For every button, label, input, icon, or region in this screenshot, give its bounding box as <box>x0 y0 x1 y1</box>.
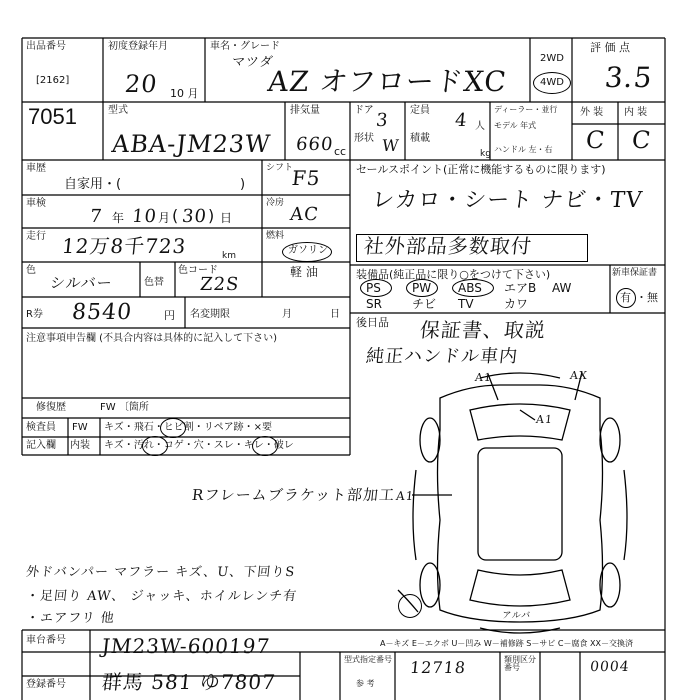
displacement-unit: cc <box>334 145 347 158</box>
door-count: 3 <box>374 110 390 131</box>
note-line1: 外ドバンパー マフラー キズ、U、下回りS <box>25 565 296 580</box>
color-label: 色 <box>26 265 36 276</box>
interior-label: 内 装 <box>624 107 648 118</box>
fuel-gasoline: ガソリン <box>288 245 328 256</box>
history-close: ) <box>240 177 246 192</box>
history-value: 自家用・( <box>64 177 122 192</box>
capacity-unit: 人 <box>475 121 485 132</box>
note-line3: ・エアフリ 他 <box>25 611 116 626</box>
chassis-label: 車台番号 <box>26 635 66 646</box>
color: シルバー <box>49 274 114 292</box>
diagram-ax-top: AX <box>569 369 589 382</box>
ac-label: 冷房 <box>266 198 285 208</box>
equipment-item: チビ <box>412 297 437 311</box>
door-label: ドア <box>354 105 374 116</box>
first-registration-label: 初度登録年月 <box>108 41 168 52</box>
load-label: 積載 <box>410 133 430 144</box>
diagram-a1-side: A1 <box>395 489 416 503</box>
shape: W <box>381 136 401 155</box>
mileage: 12万8千723 <box>60 234 188 258</box>
first-registration-month: 10 月 <box>170 87 199 100</box>
handle-label: ハンドル 左・右 <box>494 145 553 154</box>
inspection-label: 車検 <box>26 198 46 209</box>
class-label: 類別区分番号 <box>504 655 536 672</box>
color-code-label: 色コード <box>178 265 218 276</box>
exterior-grade: C <box>584 126 607 154</box>
lot-sub-number: [2162] <box>36 75 70 86</box>
inspection-year: 7 <box>88 206 104 227</box>
diagram-a1-top: A1 <box>474 371 493 384</box>
model-type-label: 型式 <box>108 105 128 116</box>
model-code: ABA-JM23W <box>110 130 273 158</box>
car-name-label: 車名・グレード <box>210 41 280 52</box>
sales-point-line2: 社外部品多数取付 <box>362 234 534 258</box>
fuel-diesel: 軽 油 <box>290 265 318 279</box>
inspection-day-unit: 日 <box>220 211 233 225</box>
mileage-label: 走行 <box>26 231 46 242</box>
car-name: AZ オフロードXC <box>266 65 509 98</box>
name-change-day: 日 <box>330 309 340 320</box>
chassis-number: JM23W-600197 <box>100 634 272 658</box>
damage-legend: A－キズ E－エクボ U－凹み W－補修跡 S－サビ C－腐食 XX－交換済 <box>380 639 634 648</box>
color-change-label: 色替 <box>144 277 164 288</box>
displacement-label: 排気量 <box>290 105 320 116</box>
legend-row2-text: キズ・汚れ・コゲ・穴・スレ・キレ・破レ <box>104 440 294 451</box>
inspection-day-open: ( <box>172 206 179 225</box>
record-label: 記入欄 <box>26 440 56 451</box>
drive-4wd: 4WD <box>540 77 564 88</box>
plate-number: 群馬 581 ゆ7807 <box>100 670 278 694</box>
note-frame: Rフレームブラケット部加工 <box>191 486 396 504</box>
shape-label: 形状 <box>354 133 374 144</box>
model-year-label: モデル 年式 <box>494 121 537 130</box>
note-line2: ・足回り AW、 ジャッキ、ホイルレンチ有 <box>25 589 298 604</box>
equipment-item: PW <box>412 281 432 295</box>
equipment-item: SR <box>366 297 382 311</box>
inspection-month-unit: 月 <box>158 211 171 225</box>
fuel-label: 燃料 <box>266 231 285 241</box>
type-cert-number: 12718 <box>409 658 467 677</box>
type-cert-ref: 参 考 <box>356 679 375 688</box>
recycle-fee: 8540 <box>70 300 134 325</box>
capacity: 4 <box>453 110 469 131</box>
first-registration-year: 20 <box>123 70 160 98</box>
repair-history-label: 修復歴 <box>36 402 66 413</box>
legend-row2-head: 内装 <box>70 440 90 451</box>
car-maker: マツダ <box>231 55 275 70</box>
sales-point-line1: レカロ・シート ナビ・TV <box>370 188 644 213</box>
shift: F5 <box>290 166 322 190</box>
shift-label: シフト <box>266 163 294 173</box>
score-label: 評 価 点 <box>590 41 630 54</box>
color-code: Z2S <box>198 274 241 295</box>
equipment-item: ABS <box>458 281 482 295</box>
ac: AC <box>288 204 320 225</box>
mileage-unit: km <box>222 251 236 261</box>
drive-2wd: 2WD <box>540 53 564 64</box>
equipment-item: PS <box>366 281 381 295</box>
type-cert-label: 型式指定番号 <box>344 655 392 664</box>
after-items-line1: 保証書、取説 <box>418 318 548 342</box>
inspection-year-unit: 年 <box>112 211 125 225</box>
diagram-mark-circle <box>398 594 422 618</box>
capacity-label: 定員 <box>410 105 430 116</box>
displacement: 660 <box>294 134 335 155</box>
yen-unit: 円 <box>164 309 175 322</box>
name-change-label: 名変期限 <box>190 309 230 320</box>
dealer-label: ディーラー・並行 <box>494 105 558 114</box>
inspection-day: 30 <box>180 206 209 227</box>
equipment-item: エアB <box>504 281 537 295</box>
after-items-line2: 純正ハンドル車内 <box>364 346 520 367</box>
name-change-month: 月 <box>282 309 292 320</box>
sales-point-label: セールスポイント(正常に機能するものに限ります) <box>356 163 606 176</box>
diagram-bottom-tag: アルバ <box>501 611 532 621</box>
notes-label: 注意事項申告欄 (不具合内容は具体的に記入して下さい) <box>26 333 277 344</box>
warranty-yes: 有 <box>620 291 631 304</box>
legend-row1-head: FW <box>72 422 88 433</box>
inspection-day-close: ) <box>208 206 215 225</box>
equipment-label: 装備品(純正品に限り○をつけて下さい) <box>356 268 551 281</box>
inspection-month: 10 <box>130 206 159 227</box>
history-label: 車歴 <box>26 163 46 174</box>
new-warranty-label: 新車保証書 <box>612 268 658 278</box>
recycle-label: R券 <box>26 309 43 320</box>
warranty-no: ・無 <box>636 291 658 304</box>
after-items-label: 後日品 <box>356 316 389 329</box>
plate-label: 登録番号 <box>26 679 66 690</box>
class-number: 0004 <box>589 659 631 675</box>
legend-row1-text: キズ・飛石・ヒビ割・リペア跡・×要 <box>104 422 272 433</box>
equipment-item: カワ <box>504 297 529 311</box>
load-unit: kg <box>480 149 491 159</box>
equipment-item: AW <box>552 281 572 295</box>
equipment-item: TV <box>458 297 474 311</box>
interior-grade: C <box>630 126 653 154</box>
exterior-label: 外 装 <box>580 107 604 118</box>
repair-history-options: FW 〔箇所 <box>100 402 149 413</box>
lot-number-label: 出品番号 <box>26 41 66 52</box>
inspector-label: 検査員 <box>26 422 56 433</box>
diagram-a1-mid: A1 <box>535 413 554 426</box>
score: 3.5 <box>603 61 655 94</box>
lot-number: 7051 <box>28 104 77 129</box>
